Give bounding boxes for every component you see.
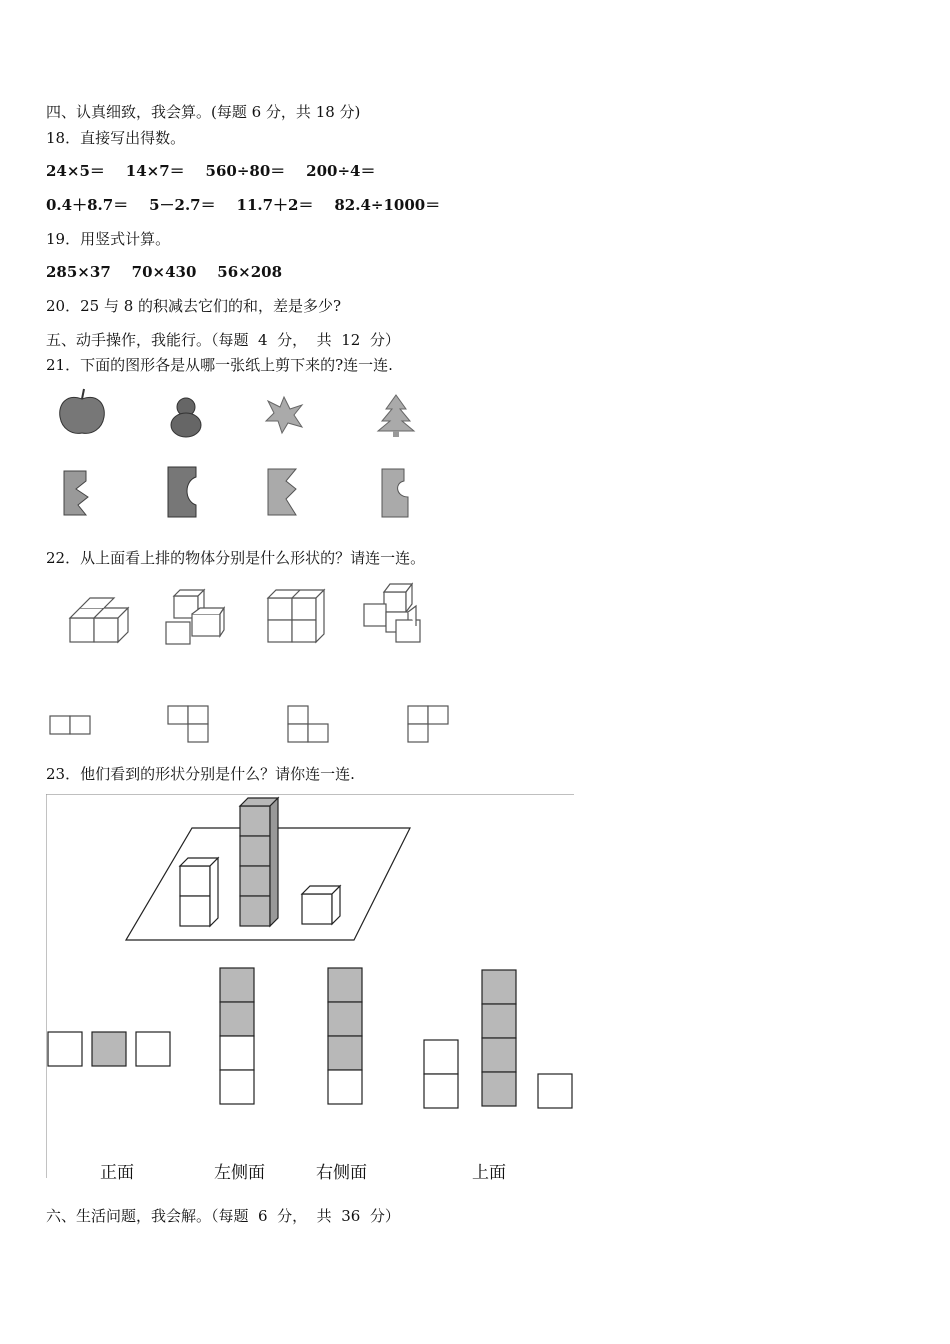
front-view [48, 1032, 170, 1066]
q21-question: 21．下面的图形各是从哪一张纸上剪下来的?连一连. [46, 356, 393, 374]
top-view-2 [168, 706, 208, 742]
left-view [220, 968, 254, 1104]
section6-heading: 六、生活问题，我会解。（每题 6 分， 共 36 分） [46, 1207, 400, 1225]
q19-title: 19．用竖式计算。 [46, 230, 171, 248]
paper-e-3 [382, 469, 408, 517]
q22-figure [46, 578, 466, 750]
paper-e-2 [268, 469, 296, 515]
stack-two-cubes [180, 858, 218, 926]
cube-group-3 [268, 590, 324, 642]
cube-group-4 [364, 584, 420, 642]
label-top: 上面 [472, 1163, 506, 1183]
section5-heading: 五、动手操作，我能行。（每题 4 分， 共 12 分） [46, 331, 400, 349]
label-right: 右侧面 [316, 1163, 367, 1183]
gourd-shape [171, 398, 201, 437]
q20-question: 20．25 与 8 的积减去它们的和，差是多少? [46, 297, 342, 315]
flower-shape [266, 397, 302, 433]
q22-question: 22．从上面看上排的物体分别是什么形状的？请连一连。 [46, 549, 426, 567]
top-view-4 [408, 706, 448, 742]
single-cube [302, 886, 340, 924]
label-left: 左侧面 [214, 1163, 265, 1183]
stack-four-cubes [240, 798, 278, 926]
top-view-1 [50, 716, 90, 734]
cube-group-2 [166, 590, 224, 644]
right-view [328, 968, 362, 1104]
q19-row: 285×37 70×430 56×208 [46, 263, 283, 281]
section4-heading: 四、认真细致，我会算。(每题 6 分，共 18 分) [46, 103, 361, 121]
label-front: 正面 [100, 1163, 134, 1183]
q18-row1: 24×5＝ 14×7＝ 560÷80＝ 200÷4＝ [46, 162, 376, 180]
q18-title: 18．直接写出得数。 [46, 129, 186, 147]
paper-e-1 [64, 471, 88, 515]
q23-question: 23．他们看到的形状分别是什么？请你连一连. [46, 765, 355, 783]
q23-figure [46, 794, 576, 1178]
cube-group-1 [70, 598, 128, 642]
q18-row2: 0.4＋8.7＝ 5－2.7＝ 11.7＋2＝ 82.4÷1000＝ [46, 196, 441, 214]
tree-shape [378, 395, 414, 437]
paper-c [168, 467, 196, 517]
top-view-3 [288, 706, 328, 742]
q21-figure [46, 385, 446, 530]
apple-shape [60, 389, 105, 433]
top-view [424, 970, 572, 1108]
